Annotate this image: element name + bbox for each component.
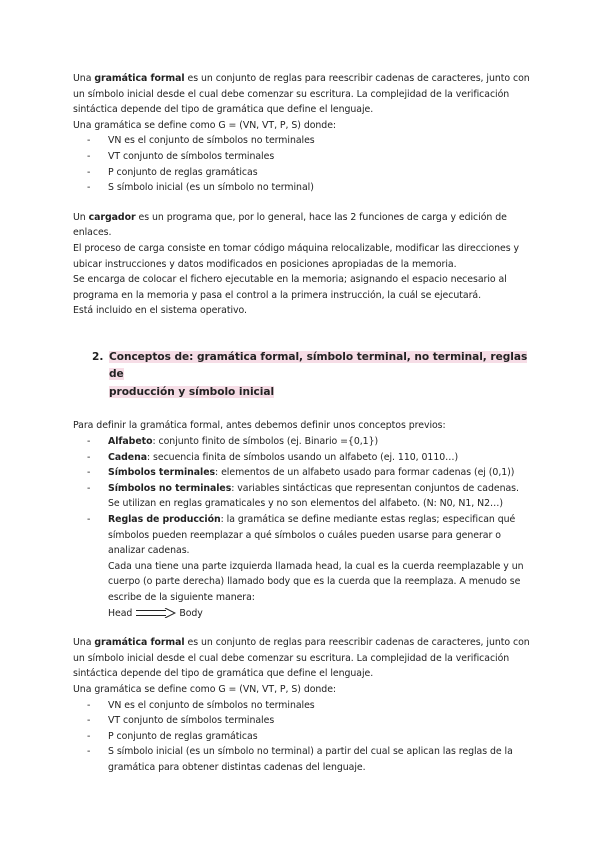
heading-line-2: producción y símbolo inicial: [109, 385, 275, 398]
loader-role-paragraph: Se encarga de colocar el fichero ejecutable en la memoria; asignando el espacio necesario al programa en la memoria y pasa el control a la primera instrucción, la cuál se ejecutará.: [73, 274, 507, 301]
list-item: - VN es el conjunto de símbolos no terminales: [73, 698, 533, 714]
list-item: - S símbolo inicial (es un símbolo no terminal) a partir del cual se aplican las reglas de la gramática para obtener distintas cadenas del lenguaje.: [73, 744, 533, 775]
formal-grammar-paragraph: Una gramática formal es un conjunto de reglas para reescribir cadenas de caracteres, junto con un símbolo inicial desde el cual debe comenzar su escritura. La complejidad de la verificación sintáctica depende del tipo de gramática que define el lenguaje.: [73, 73, 530, 116]
heading-line-1: Conceptos de: gramática formal, símbolo terminal, no terminal, reglas de: [109, 350, 528, 381]
list-item: - VT conjunto de símbolos terminales: [73, 149, 533, 165]
grammar-definition-line: Una gramática se define como G = (VN, VT, P, S) donde:: [73, 119, 337, 131]
body-label: Body: [179, 607, 203, 619]
formal-grammar-paragraph-repeat: Una gramática formal es un conjunto de reglas para reescribir cadenas de caracteres, junto con un símbolo inicial desde el cual debe comenzar su escritura. La complejidad de la verificación sintáctica depende del tipo de gramática que define el lenguaje.: [73, 637, 530, 680]
head-body-rule: [108, 606, 533, 622]
grammar-definition-line-repeat: Una gramática se define como G = (VN, VT, P, S) donde:: [73, 683, 337, 695]
list-item: - S símbolo inicial (es un símbolo no terminal): [73, 180, 533, 196]
head-label: Head: [108, 607, 133, 619]
list-item: - Símbolos no terminales: variables sintácticas que representan conjuntos de cadenas. Se utilizan en reglas gramaticales y no son elementos del alfabeto. (N: N0, N1, N2…): [73, 481, 533, 512]
grammar-components-list: [73, 133, 533, 195]
loader-os-line: Está incluido en el sistema operativo.: [73, 305, 247, 317]
grammar-components-list-repeat: [73, 698, 533, 776]
loader-paragraph: Un cargador es un programa que, por lo general, hace las 2 funciones de carga y edición de enlaces.: [73, 211, 507, 239]
head-body-explanation: Cada una tiene una parte izquierda llamada head, la cual es la cuerda reemplazable y un cuerpo (o parte derecha) llamado body que es la cuerda que la reemplaza. A menudo se escribe de la siguiente manera:: [108, 560, 524, 603]
list-item: - P conjunto de reglas gramáticas: [73, 165, 533, 181]
list-item: - Alfabeto: conjunto finito de símbolos (ej. Binario ={0,1}): [73, 434, 533, 450]
list-item: - Símbolos terminales: elementos de un alfabeto usado para formar cadenas (ej (0,1)): [73, 465, 533, 481]
double-arrow-icon: [136, 608, 176, 618]
concepts-intro: Para definir la gramática formal, antes debemos definir unos conceptos previos:: [73, 420, 446, 432]
list-item: - VN es el conjunto de símbolos no terminales: [73, 133, 533, 149]
list-item: - VT conjunto de símbolos terminales: [73, 713, 533, 729]
section-heading: [92, 349, 533, 402]
document-page: [73, 71, 533, 775]
list-item: - Reglas de producción: la gramática se define mediante estas reglas; especifican qué símbolos pueden reemplazar a qué símbolos o cuáles pueden usarse para generar o analizar cadenas. Cada una tiene una parte izquierda llamada head, la cual es la cuerda reemplazable y un cuerpo (o parte derecha) llamado body que es la cuerda que la reemplaza. A menudo se escribe de la siguiente manera: Head Body: [73, 512, 533, 621]
heading-number: 2.: [92, 350, 104, 363]
concepts-list: [73, 434, 533, 621]
list-item: - P conjunto de reglas gramáticas: [73, 729, 533, 745]
loading-process-paragraph: El proceso de carga consiste en tomar código máquina relocalizable, modificar las direcciones y ubicar instrucciones y datos modificados en posiciones apropiadas de la memoria.: [73, 242, 520, 270]
list-item: - Cadena: secuencia finita de símbolos usando un alfabeto (ej. 110, 0110…): [73, 450, 533, 466]
